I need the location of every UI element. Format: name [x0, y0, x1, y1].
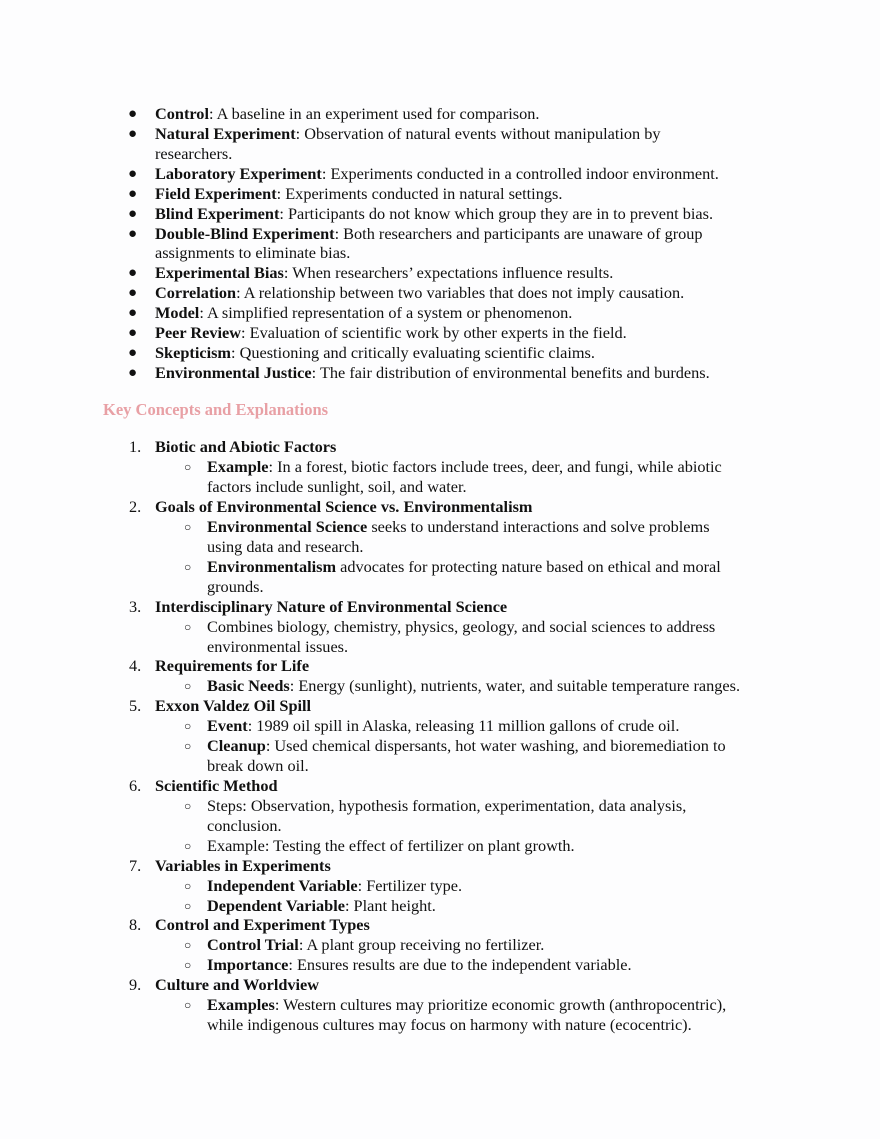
bullet-icon: ●	[128, 305, 138, 321]
concept-detail-continued: factors include sunlight, soil, and water.	[207, 477, 467, 496]
definition: : Both researchers and participants are unaware of group	[334, 224, 703, 243]
term: Skepticism	[155, 343, 231, 362]
concept-detail: Steps: Observation, hypothesis formation, experimentation, data analysis,	[207, 796, 687, 815]
sub-bullet-icon: ○	[184, 958, 192, 972]
list-number: 3.	[129, 597, 142, 616]
concept-detail: Control Trial: A plant group receiving no fertilizer.	[207, 935, 545, 954]
concept-title: Exxon Valdez Oil Spill	[155, 696, 312, 715]
term: Laboratory Experiment	[155, 164, 322, 183]
bullet-icon: ●	[128, 265, 138, 281]
bullet-icon: ●	[128, 325, 138, 341]
concept-detail-continued: break down oil.	[207, 756, 309, 775]
concept-title: Requirements for Life	[155, 656, 310, 675]
term: Experimental Bias	[155, 263, 284, 282]
definition: : A baseline in an experiment used for comparison.	[208, 104, 540, 123]
concept-detail-continued: using data and research.	[207, 537, 364, 556]
bullet-icon: ●	[128, 285, 138, 301]
concept-detail: Environmental Science seeks to understand interactions and solve problems	[207, 517, 710, 536]
list-number: 7.	[129, 856, 142, 875]
concept-title: Interdisciplinary Nature of Environmental Science	[155, 597, 508, 616]
sub-bullet-icon: ○	[184, 998, 192, 1012]
definition: : Experiments conducted in a controlled indoor environment.	[321, 164, 719, 183]
concept-title: Biotic and Abiotic Factors	[155, 437, 337, 456]
sub-bullet-icon: ○	[184, 719, 192, 733]
term: Environmental Justice	[155, 363, 312, 382]
concept-title: Goals of Environmental Science vs. Environmentalism	[155, 497, 533, 516]
list-number: 4.	[129, 656, 142, 675]
list-number: 8.	[129, 915, 142, 934]
term: Control	[155, 104, 209, 123]
definition: : Observation of natural events without manipulation by	[295, 124, 661, 143]
concept-detail: Cleanup: Used chemical dispersants, hot water washing, and bioremediation to	[207, 736, 726, 755]
definition: : Experiments conducted in natural settings.	[276, 184, 563, 203]
definition-continued: assignments to eliminate bias.	[155, 243, 351, 262]
sub-bullet-icon: ○	[184, 739, 192, 753]
sub-bullet-icon: ○	[184, 460, 192, 474]
term: Field Experiment	[155, 184, 277, 203]
sub-bullet-icon: ○	[184, 520, 192, 534]
concept-detail: Example: In a forest, biotic factors include trees, deer, and fungi, while abiotic	[207, 457, 722, 476]
sub-bullet-icon: ○	[184, 620, 192, 634]
bullet-icon: ●	[128, 206, 138, 222]
sub-bullet-icon: ○	[184, 560, 192, 574]
concept-detail: Importance: Ensures results are due to the independent variable.	[207, 955, 632, 974]
bullet-icon: ●	[128, 166, 138, 182]
list-number: 2.	[129, 497, 142, 516]
bullet-icon: ●	[128, 186, 138, 202]
concept-detail: Independent Variable: Fertilizer type.	[207, 876, 463, 895]
concept-title: Culture and Worldview	[155, 975, 320, 994]
bullet-icon: ●	[128, 106, 138, 122]
bullet-icon: ●	[128, 126, 138, 142]
term: Double-Blind Experiment	[155, 224, 335, 243]
list-number: 5.	[129, 696, 142, 715]
definition: : A relationship between two variables that does not imply causation.	[236, 283, 685, 302]
sub-bullet-icon: ○	[184, 839, 192, 853]
definition: : Questioning and critically evaluating scientific claims.	[231, 343, 595, 362]
sub-bullet-icon: ○	[184, 799, 192, 813]
concept-detail-continued: conclusion.	[207, 816, 282, 835]
concept-detail: Example: Testing the effect of fertilizer on plant growth.	[207, 836, 575, 855]
concept-detail-continued: grounds.	[207, 577, 264, 596]
concept-title: Variables in Experiments	[155, 856, 331, 875]
section-heading: Key Concepts and Explanations	[103, 400, 329, 419]
concept-detail-continued: while indigenous cultures may focus on harmony with nature (ecocentric).	[207, 1015, 692, 1034]
definition: : Participants do not know which group they are in to prevent bias.	[279, 204, 714, 223]
definition: : A simplified representation of a system or phenomenon.	[199, 303, 573, 322]
sub-bullet-icon: ○	[184, 938, 192, 952]
list-number: 9.	[129, 975, 142, 994]
concept-detail: Environmentalism advocates for protecting nature based on ethical and moral	[207, 557, 721, 576]
definition-continued: researchers.	[155, 144, 233, 163]
bullet-icon: ●	[128, 226, 138, 242]
concept-detail: Basic Needs: Energy (sunlight), nutrients, water, and suitable temperature ranges.	[207, 676, 741, 695]
bullet-icon: ●	[128, 365, 138, 381]
sub-bullet-icon: ○	[184, 879, 192, 893]
concept-detail: Dependent Variable: Plant height.	[207, 896, 436, 915]
definition: : The fair distribution of environmental benefits and burdens.	[311, 363, 710, 382]
term: Blind Experiment	[155, 204, 280, 223]
list-number: 6.	[129, 776, 142, 795]
concept-title: Scientific Method	[155, 776, 278, 795]
definition: : When researchers’ expectations influence results.	[283, 263, 614, 282]
bullet-icon: ●	[128, 345, 138, 361]
concept-detail: Combines biology, chemistry, physics, geology, and social sciences to address	[207, 617, 716, 636]
sub-bullet-icon: ○	[184, 899, 192, 913]
term: Model	[155, 303, 200, 322]
definition: : Evaluation of scientific work by other experts in the field.	[241, 323, 627, 342]
term: Natural Experiment	[155, 124, 296, 143]
sub-bullet-icon: ○	[184, 679, 192, 693]
concept-detail: Event: 1989 oil spill in Alaska, releasing 11 million gallons of crude oil.	[207, 716, 680, 735]
list-number: 1.	[129, 437, 142, 456]
concept-detail: Examples: Western cultures may prioritize economic growth (anthropocentric),	[207, 995, 727, 1014]
concept-detail-continued: environmental issues.	[207, 637, 349, 656]
term: Correlation	[155, 283, 237, 302]
term: Peer Review	[155, 323, 242, 342]
concept-title: Control and Experiment Types	[155, 915, 370, 934]
